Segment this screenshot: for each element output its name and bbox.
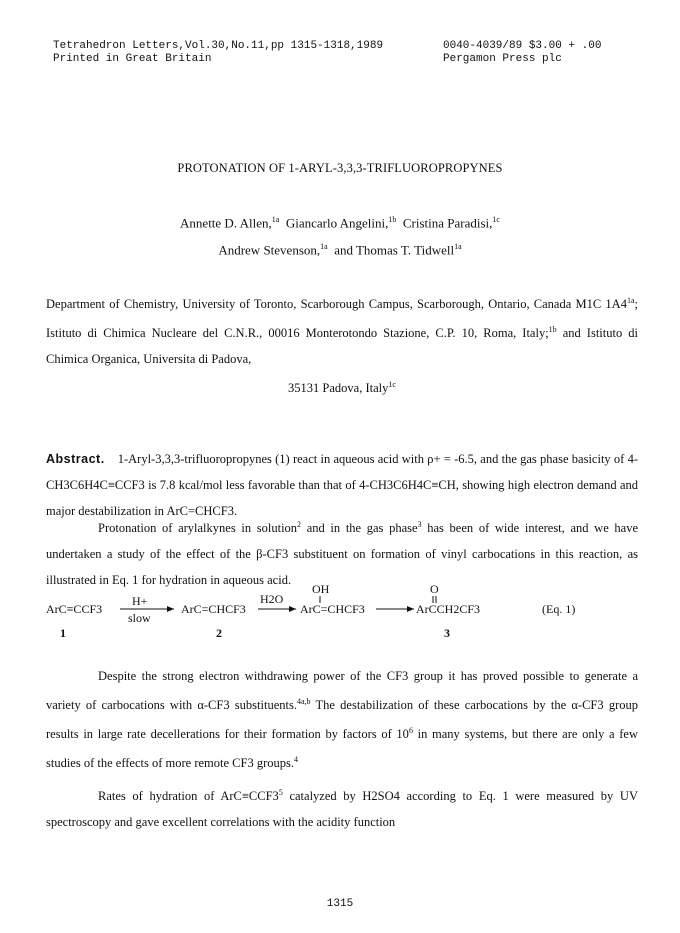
publisher-line: Pergamon Press plc xyxy=(443,53,562,65)
eq-arrow1-reagent: H+ xyxy=(132,594,148,608)
author-line-2 xyxy=(0,235,680,262)
affiliation-mark: 1b xyxy=(548,325,557,335)
paper-title: PROTONATION OF 1-ARYL-3,3,3-TRIFLUOROPROPYNES xyxy=(177,161,503,175)
reference-mark: 3 xyxy=(417,520,422,529)
para-text: catalyzed by H2SO4 according to Eq. 1 were measured by UV spectroscopy and gave excellent correlations with the acidity function xyxy=(46,789,638,830)
body-paragraph-2 xyxy=(46,663,638,776)
eq-arrow2-reagent: H2O xyxy=(260,592,284,606)
author-name: Annette D. Allen, xyxy=(180,215,272,231)
arrow-head-icon xyxy=(167,606,174,612)
compound-number: 2 xyxy=(216,626,222,640)
author-name: and Thomas T. Tidwell xyxy=(334,242,455,258)
superscript: 6 xyxy=(408,726,413,736)
body-paragraph-3 xyxy=(46,780,638,835)
para-text: Despite the strong electron withdrawing power of the CF3 group it has proved possible to generate a variety of carbocations with α-CF3 substituents. xyxy=(46,669,638,713)
eq-product-o: O xyxy=(430,585,439,596)
affiliation-text: ; Istituto di Chimica Nucleare del C.N.R., 00016 Monterotondo Stazione, C.P. 10, Roma, Italy; xyxy=(46,297,638,341)
affiliation-block xyxy=(46,288,638,401)
affiliation-text: and Istituto di Chimica Organica, Universita di Padova, xyxy=(46,326,638,367)
para-text: The destabilization of these carbocations by the α-CF3 group results in large rate decellerations for their formation by factors of 10 xyxy=(46,698,638,742)
para-text: Rates of hydration of ArC≡CCF3 xyxy=(98,789,279,804)
printed-line: Printed in Great Britain xyxy=(53,53,212,65)
compound-number: 3 xyxy=(444,626,450,640)
eq-enol-oh: OH xyxy=(312,585,330,596)
abstract-text: 1-Aryl-3,3,3-trifluoropropynes (1) react in aqueous acid with ρ+ = -6.5, and the gas phase basicity of 4-CH3C6H4C≡CCF3 is 7.8 kcal/mol less favorable than that of 4-CH3C6H4C≡CH, showing high electron demand and major destabilization in ArC=CHCF3. xyxy=(46,452,639,518)
issn-price-line: 0040-4039/89 $3.00 + .00 xyxy=(443,40,602,52)
journal-header-right xyxy=(443,40,601,66)
author-list xyxy=(0,208,680,263)
eq-intermediate: ArC=CHCF3 xyxy=(181,602,246,616)
eq-label: (Eq. 1) xyxy=(542,602,576,616)
para-text: has been of wide interest, and we have undertaken a study of the effect of the β-CF3 substituent on formation of vinyl carbocations in this reaction, as illustrated in Eq. 1 for hydration in aqueous acid. xyxy=(46,521,639,588)
author-line-1 xyxy=(0,208,680,235)
arrow-head-icon xyxy=(407,606,414,612)
reference-mark: 2 xyxy=(297,520,302,529)
affiliation-text: Department of Chemistry, University of Toronto, Scarborough Campus, Scarborough, Ontario, Canada M1C 1A4 xyxy=(46,297,627,312)
para-text: in many systems, but there are only a few studies of the effects of more remote CF3 groups. xyxy=(46,727,638,771)
author-name: Giancarlo Angelini, xyxy=(285,215,389,231)
affiliation-mark: 1c xyxy=(388,380,396,390)
journal-header-left xyxy=(53,40,383,66)
author-name: Andrew Stevenson, xyxy=(218,242,321,258)
eq-product: ArCCH2CF3 xyxy=(416,602,481,616)
arrow-head-icon xyxy=(289,606,296,612)
eq-reactant: ArC≡CCF3 xyxy=(46,602,103,616)
affiliation-mark: 1a xyxy=(626,296,635,305)
eq-enol: ArC=CHCF3 xyxy=(300,602,365,616)
reference-mark: 4 xyxy=(293,755,298,765)
author-affiliation-mark: 1c xyxy=(492,215,500,224)
abstract-label: Abstract. xyxy=(46,452,105,466)
author-affiliation-mark: 1a xyxy=(320,242,328,252)
affiliation-last-line xyxy=(46,372,638,401)
body-paragraph-1 xyxy=(46,512,638,593)
author-affiliation-mark: 1b xyxy=(388,215,397,224)
author-affiliation-mark: 1a xyxy=(271,215,280,224)
citation-line: Tetrahedron Letters,Vol.30,No.11,pp 1315-1318,1989 xyxy=(53,40,384,52)
author-name: Cristina Paradisi, xyxy=(402,215,493,231)
compound-number: 1 xyxy=(60,626,66,640)
para-text: Protonation of arylalkynes in solution xyxy=(98,521,298,536)
eq-arrow1-label: slow xyxy=(128,611,151,625)
author-affiliation-mark: 1a xyxy=(454,242,462,252)
equation-1 xyxy=(46,585,646,645)
para-text: and in the gas phase xyxy=(301,521,418,536)
reference-mark: 4a,b xyxy=(296,697,311,706)
affiliation-text: 35131 Padova, Italy xyxy=(288,381,389,396)
reference-mark: 5 xyxy=(278,788,283,797)
page-number: 1315 xyxy=(326,898,354,910)
